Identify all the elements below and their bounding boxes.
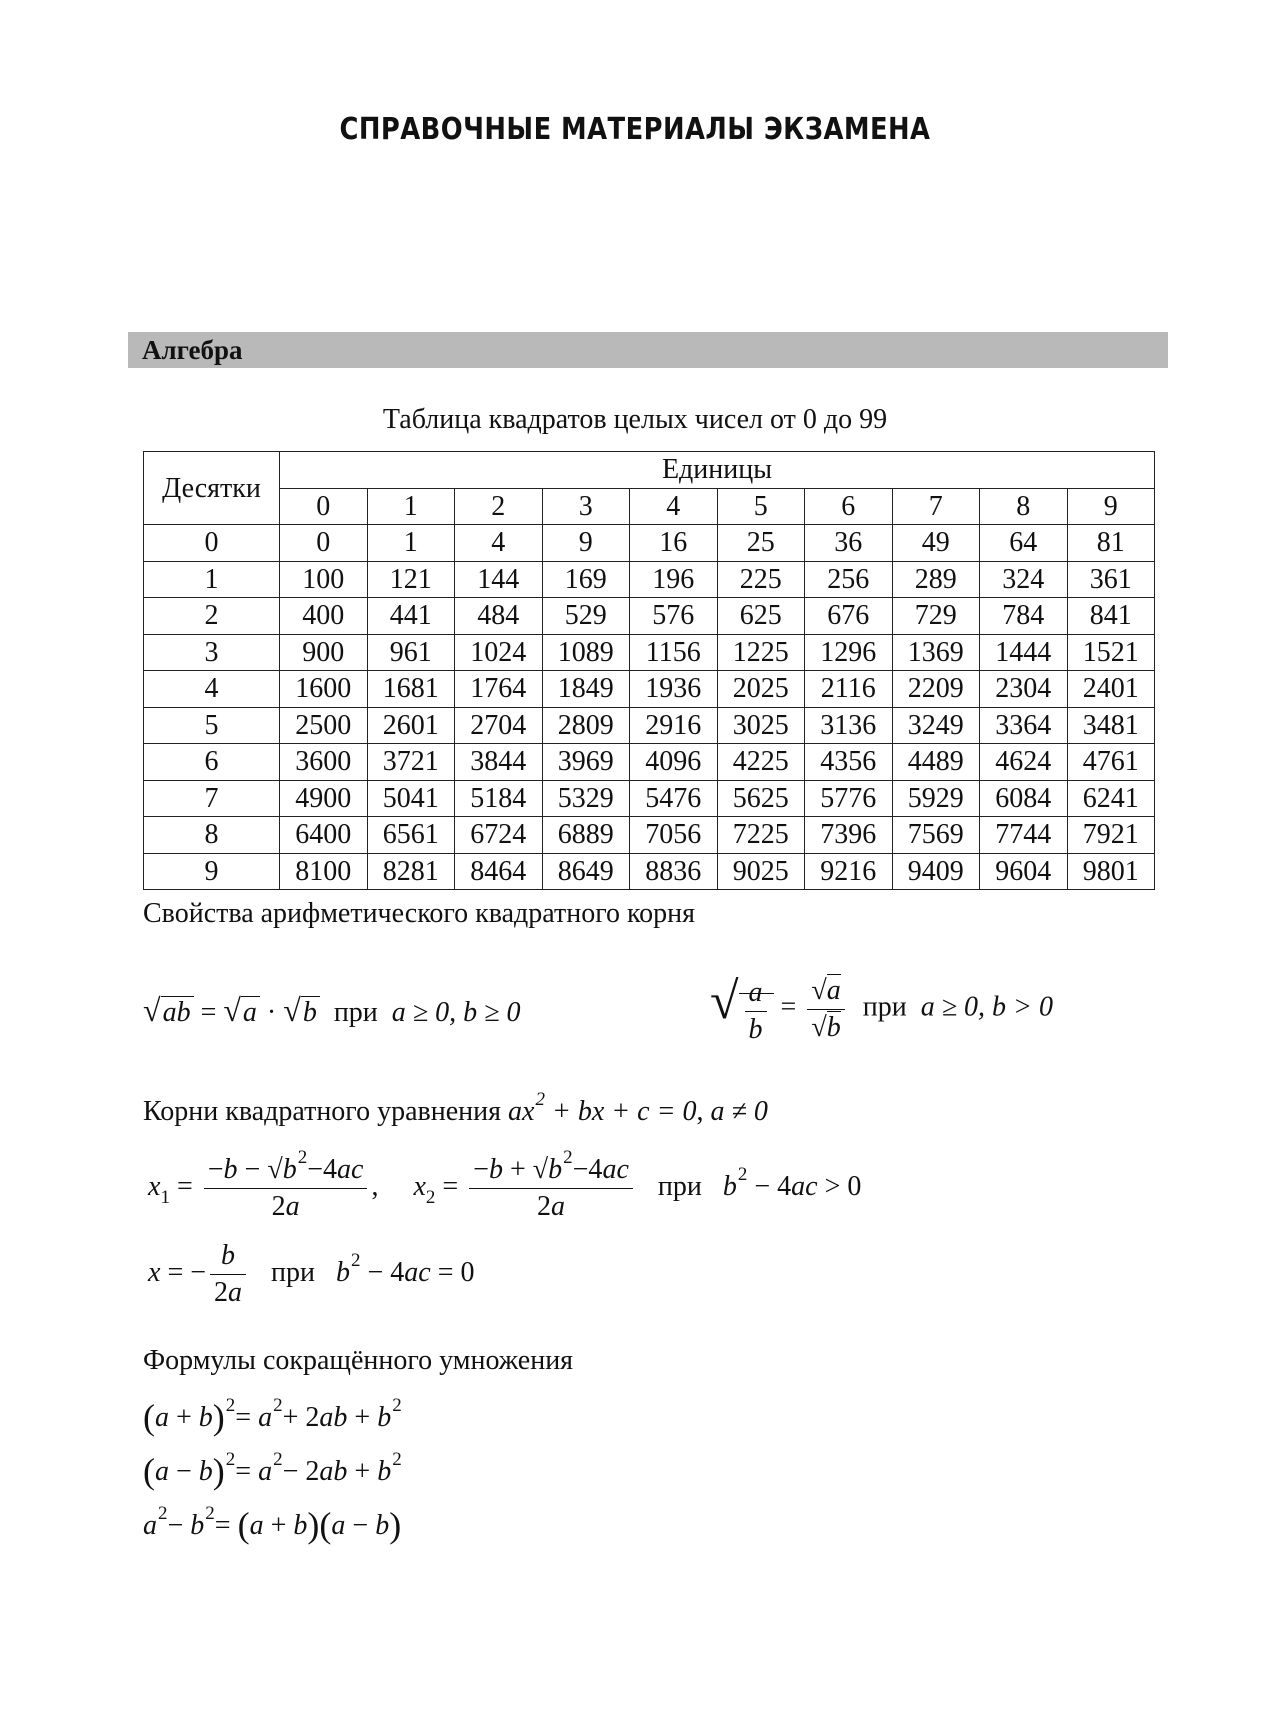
square-value-cell: 9409 xyxy=(892,853,980,890)
sqrt-quotient-formula: √ $\frac{a}{b}$ = $\frac{√a}{√b}$ при a ≥ 0, b > 0 xyxy=(710,973,1053,1046)
square-value-cell: 729 xyxy=(892,598,980,635)
tens-cell: 1 xyxy=(144,561,280,598)
sqrt-product-formula: √ab = √a · √b при a ≥ 0, b ≥ 0 xyxy=(143,992,521,1028)
square-value-cell: 9216 xyxy=(805,853,893,890)
square-value-cell: 1 xyxy=(367,525,455,562)
tens-cell: 6 xyxy=(144,744,280,781)
square-value-cell: 3136 xyxy=(805,707,893,744)
quadratic-roots-formula: $x_1$ = $\frac{-b - √b^2-4ac}{2a}$ , $x_2$ = $\frac{-b + √b^2-4ac}{2a}$ при $b^2 - 4ac > 0$ xyxy=(148,1147,862,1222)
square-value-cell: 3025 xyxy=(717,707,805,744)
square-value-cell: 1369 xyxy=(892,634,980,671)
quadratic-condition: a ≠ 0 xyxy=(710,1096,768,1127)
square-value-cell: 2401 xyxy=(1067,671,1155,708)
square-value-cell: 7396 xyxy=(805,817,893,854)
units-header-cell: 8 xyxy=(980,488,1068,525)
square-value-cell: 7056 xyxy=(630,817,718,854)
square-value-cell: 36 xyxy=(805,525,893,562)
square-value-cell: 1225 xyxy=(717,634,805,671)
units-header-cell: 1 xyxy=(367,488,455,525)
tens-cell: 7 xyxy=(144,780,280,817)
square-value-cell: 25 xyxy=(717,525,805,562)
units-header-cell: 7 xyxy=(892,488,980,525)
table-row xyxy=(144,744,1155,781)
units-header-cell: 9 xyxy=(1067,488,1155,525)
row-header-tens: Десятки xyxy=(144,452,280,525)
square-value-cell: 8649 xyxy=(542,853,630,890)
difference-of-squares-formula: $a^2- b^2= (a + b)(a - b)$ xyxy=(143,1503,402,1545)
square-value-cell: 49 xyxy=(892,525,980,562)
section-header-algebra: Алгебра xyxy=(128,332,1168,368)
square-value-cell: 5929 xyxy=(892,780,980,817)
square-value-cell: 2809 xyxy=(542,707,630,744)
col-header-units: Единицы xyxy=(280,452,1155,489)
square-value-cell: 841 xyxy=(1067,598,1155,635)
square-value-cell: 1444 xyxy=(980,634,1068,671)
square-value-cell: 1521 xyxy=(1067,634,1155,671)
square-value-cell: 5776 xyxy=(805,780,893,817)
square-value-cell: 784 xyxy=(980,598,1068,635)
square-value-cell: 81 xyxy=(1067,525,1155,562)
square-value-cell: 2116 xyxy=(805,671,893,708)
sqrt-product-condition: a ≥ 0, b ≥ 0 xyxy=(391,997,521,1028)
table-row xyxy=(144,853,1155,890)
square-value-cell: 9604 xyxy=(980,853,1068,890)
square-value-cell: 8281 xyxy=(367,853,455,890)
square-value-cell: 4489 xyxy=(892,744,980,781)
square-value-cell: 5329 xyxy=(542,780,630,817)
square-value-cell: 1089 xyxy=(542,634,630,671)
square-value-cell: 1296 xyxy=(805,634,893,671)
square-value-cell: 3481 xyxy=(1067,707,1155,744)
square-value-cell: 5184 xyxy=(455,780,543,817)
square-value-cell: 6561 xyxy=(367,817,455,854)
square-value-cell: 7225 xyxy=(717,817,805,854)
units-header-row xyxy=(144,488,1155,525)
square-value-cell: 361 xyxy=(1067,561,1155,598)
square-value-cell: 4624 xyxy=(980,744,1068,781)
square-value-cell: 400 xyxy=(280,598,368,635)
square-value-cell: 0 xyxy=(280,525,368,562)
square-value-cell: 2304 xyxy=(980,671,1068,708)
square-value-cell: 169 xyxy=(542,561,630,598)
tens-cell: 9 xyxy=(144,853,280,890)
table-row xyxy=(144,671,1155,708)
abbreviated-heading: Формулы сокращённого умножения xyxy=(143,1345,574,1376)
square-value-cell: 1936 xyxy=(630,671,718,708)
square-value-cell: 3969 xyxy=(542,744,630,781)
square-value-cell: 1600 xyxy=(280,671,368,708)
tens-cell: 3 xyxy=(144,634,280,671)
sqrt-properties-heading: Свойства арифметического квадратного корня xyxy=(143,898,696,929)
square-value-cell: 5041 xyxy=(367,780,455,817)
square-value-cell: 529 xyxy=(542,598,630,635)
square-value-cell: 16 xyxy=(630,525,718,562)
units-header-cell: 2 xyxy=(455,488,543,525)
square-value-cell: 6889 xyxy=(542,817,630,854)
square-value-cell: 225 xyxy=(717,561,805,598)
squares-table xyxy=(143,451,1155,890)
square-value-cell: 961 xyxy=(367,634,455,671)
square-value-cell: 7744 xyxy=(980,817,1068,854)
table-row xyxy=(144,598,1155,635)
square-value-cell: 2209 xyxy=(892,671,980,708)
square-value-cell: 576 xyxy=(630,598,718,635)
table-row xyxy=(144,780,1155,817)
discriminant-positive-condition: > 0 xyxy=(824,1170,862,1202)
square-value-cell: 1764 xyxy=(455,671,543,708)
table-row xyxy=(144,817,1155,854)
square-value-cell: 4 xyxy=(455,525,543,562)
square-value-cell: 1156 xyxy=(630,634,718,671)
squares-table-body xyxy=(144,525,1155,890)
square-value-cell: 7921 xyxy=(1067,817,1155,854)
units-header-cell: 4 xyxy=(630,488,718,525)
square-value-cell: 2601 xyxy=(367,707,455,744)
tens-cell: 2 xyxy=(144,598,280,635)
square-value-cell: 8100 xyxy=(280,853,368,890)
square-value-cell: 1849 xyxy=(542,671,630,708)
table-row xyxy=(144,525,1155,562)
square-value-cell: 1681 xyxy=(367,671,455,708)
square-value-cell: 6724 xyxy=(455,817,543,854)
square-value-cell: 6084 xyxy=(980,780,1068,817)
page-title: СПРАВОЧНЫЕ МАТЕРИАЛЫ ЭКЗАМЕНА xyxy=(339,112,931,147)
table-row xyxy=(144,561,1155,598)
square-value-cell: 6400 xyxy=(280,817,368,854)
square-value-cell: 256 xyxy=(805,561,893,598)
square-value-cell: 4356 xyxy=(805,744,893,781)
square-value-cell: 4225 xyxy=(717,744,805,781)
square-value-cell: 2916 xyxy=(630,707,718,744)
units-header-cell: 6 xyxy=(805,488,893,525)
square-value-cell: 1024 xyxy=(455,634,543,671)
square-value-cell: 2704 xyxy=(455,707,543,744)
square-value-cell: 8836 xyxy=(630,853,718,890)
discriminant-zero-condition: = 0 xyxy=(437,1256,475,1288)
square-value-cell: 7569 xyxy=(892,817,980,854)
square-value-cell: 144 xyxy=(455,561,543,598)
units-header-cell: 0 xyxy=(280,488,368,525)
square-value-cell: 196 xyxy=(630,561,718,598)
square-value-cell: 6241 xyxy=(1067,780,1155,817)
square-value-cell: 8464 xyxy=(455,853,543,890)
square-value-cell: 3844 xyxy=(455,744,543,781)
square-value-cell: 4900 xyxy=(280,780,368,817)
square-of-difference-formula: $(a - b)^2= a^2- 2ab + b^2$ xyxy=(143,1449,402,1491)
tens-cell: 5 xyxy=(144,707,280,744)
square-of-sum-formula: $(a + b)^2= a^2+ 2ab + b^2$ xyxy=(143,1395,402,1437)
quadratic-single-root-formula: x = − $\frac{b}{2a}$ при $b^2 - 4ac = 0$ xyxy=(148,1240,475,1308)
square-value-cell: 3364 xyxy=(980,707,1068,744)
table-row xyxy=(144,707,1155,744)
square-value-cell: 441 xyxy=(367,598,455,635)
table-row xyxy=(144,634,1155,671)
square-value-cell: 9 xyxy=(542,525,630,562)
square-value-cell: 121 xyxy=(367,561,455,598)
quadratic-heading: Корни квадратного уравнения $ax^2$ + bx + c = 0, a ≠ 0 xyxy=(143,1089,768,1127)
square-value-cell: 324 xyxy=(980,561,1068,598)
tens-cell: 8 xyxy=(144,817,280,854)
tens-cell: 0 xyxy=(144,525,280,562)
square-value-cell: 3721 xyxy=(367,744,455,781)
units-header-cell: 5 xyxy=(717,488,805,525)
tens-cell: 4 xyxy=(144,671,280,708)
square-value-cell: 484 xyxy=(455,598,543,635)
sqrt-quotient-condition: a ≥ 0, b > 0 xyxy=(920,991,1053,1023)
square-value-cell: 676 xyxy=(805,598,893,635)
square-value-cell: 5476 xyxy=(630,780,718,817)
square-value-cell: 2500 xyxy=(280,707,368,744)
square-value-cell: 64 xyxy=(980,525,1068,562)
square-value-cell: 3249 xyxy=(892,707,980,744)
square-value-cell: 289 xyxy=(892,561,980,598)
units-header-cell: 3 xyxy=(542,488,630,525)
table-caption: Таблица квадратов целых чисел от 0 до 99 xyxy=(382,404,888,435)
square-value-cell: 3600 xyxy=(280,744,368,781)
square-value-cell: 9025 xyxy=(717,853,805,890)
square-value-cell: 100 xyxy=(280,561,368,598)
square-value-cell: 5625 xyxy=(717,780,805,817)
square-value-cell: 2025 xyxy=(717,671,805,708)
square-value-cell: 4761 xyxy=(1067,744,1155,781)
square-value-cell: 9801 xyxy=(1067,853,1155,890)
square-value-cell: 4096 xyxy=(630,744,718,781)
square-value-cell: 625 xyxy=(717,598,805,635)
square-value-cell: 900 xyxy=(280,634,368,671)
